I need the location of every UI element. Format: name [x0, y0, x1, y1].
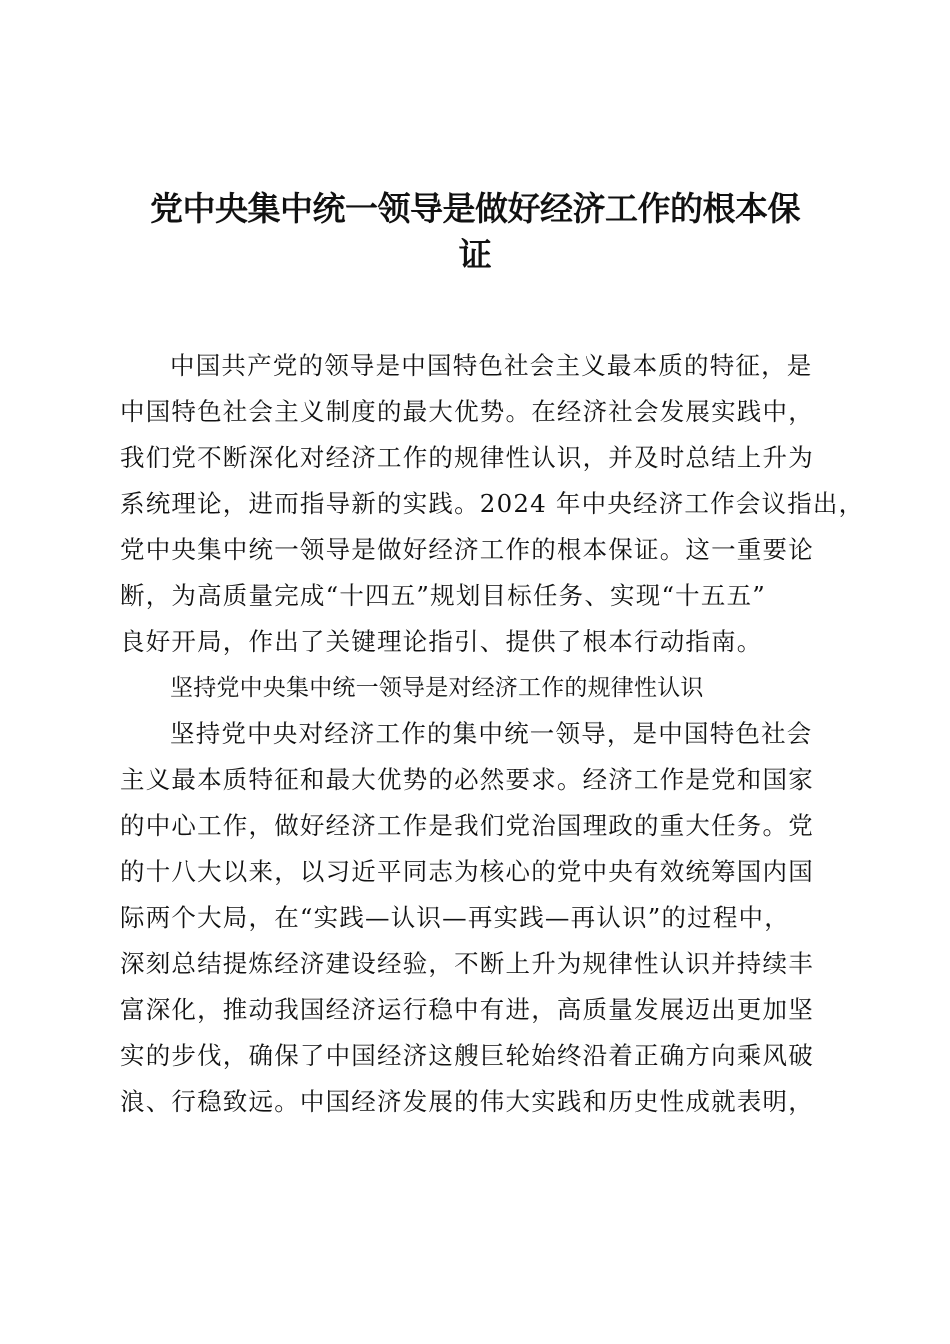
paragraph-line: 主义最本质特征和最大优势的必然要求。经济工作是党和国家	[120, 765, 814, 794]
paragraph-line: 断，为高质量完成“十四五”规划目标任务、实现“十五五”	[120, 581, 766, 610]
paragraph-line: 富深化，推动我国经济运行稳中有进，高质量发展迈出更加坚	[120, 995, 814, 1024]
paragraph-line: 我们党不断深化对经济工作的规律性认识，并及时总结上升为	[120, 443, 814, 472]
paragraph-2	[120, 711, 832, 1125]
paragraph-line: 际两个大局，在“实践—认识—再实践—再认识”的过程中，	[120, 903, 790, 932]
section-heading: 坚持党中央集中统一领导是对经济工作的规律性认识	[170, 675, 704, 701]
document-title	[100, 186, 850, 278]
paragraph-line: 的中心工作，做好经济工作是我们党治国理政的重大任务。党	[120, 811, 814, 840]
paragraph-1	[120, 343, 865, 665]
paragraph-line: 深刻总结提炼经济建设经验，不断上升为规律性认识并持续丰	[120, 949, 814, 978]
paragraph-line: 的十八大以来，以习近平同志为核心的党中央有效统筹国内国	[120, 857, 814, 886]
paragraph-line: 坚持党中央对经济工作的集中统一领导，是中国特色社会	[170, 719, 813, 748]
paragraph-line: 党中央集中统一领导是做好经济工作的根本保证。这一重要论	[120, 535, 814, 564]
paragraph-line: 浪、行稳致远。中国经济发展的伟大实践和历史性成就表明，	[120, 1087, 814, 1116]
title-line: 党中央集中统一领导是做好经济工作的根本保	[150, 189, 800, 228]
paragraph-line: 中国共产党的领导是中国特色社会主义最本质的特征，是	[170, 351, 813, 380]
title-line: 证	[458, 235, 492, 274]
paragraph-line: 中国特色社会主义制度的最大优势。在经济社会发展实践中，	[120, 397, 814, 426]
paragraph-line: 系统理论，进而指导新的实践。2024 年中央经济工作会议指出，	[120, 489, 865, 518]
paragraph-line: 实的步伐，确保了中国经济这艘巨轮始终沿着正确方向乘风破	[120, 1041, 814, 1070]
document-body	[120, 343, 865, 1125]
paragraph-line: 良好开局，作出了关键理论指引、提供了根本行动指南。	[120, 627, 763, 656]
